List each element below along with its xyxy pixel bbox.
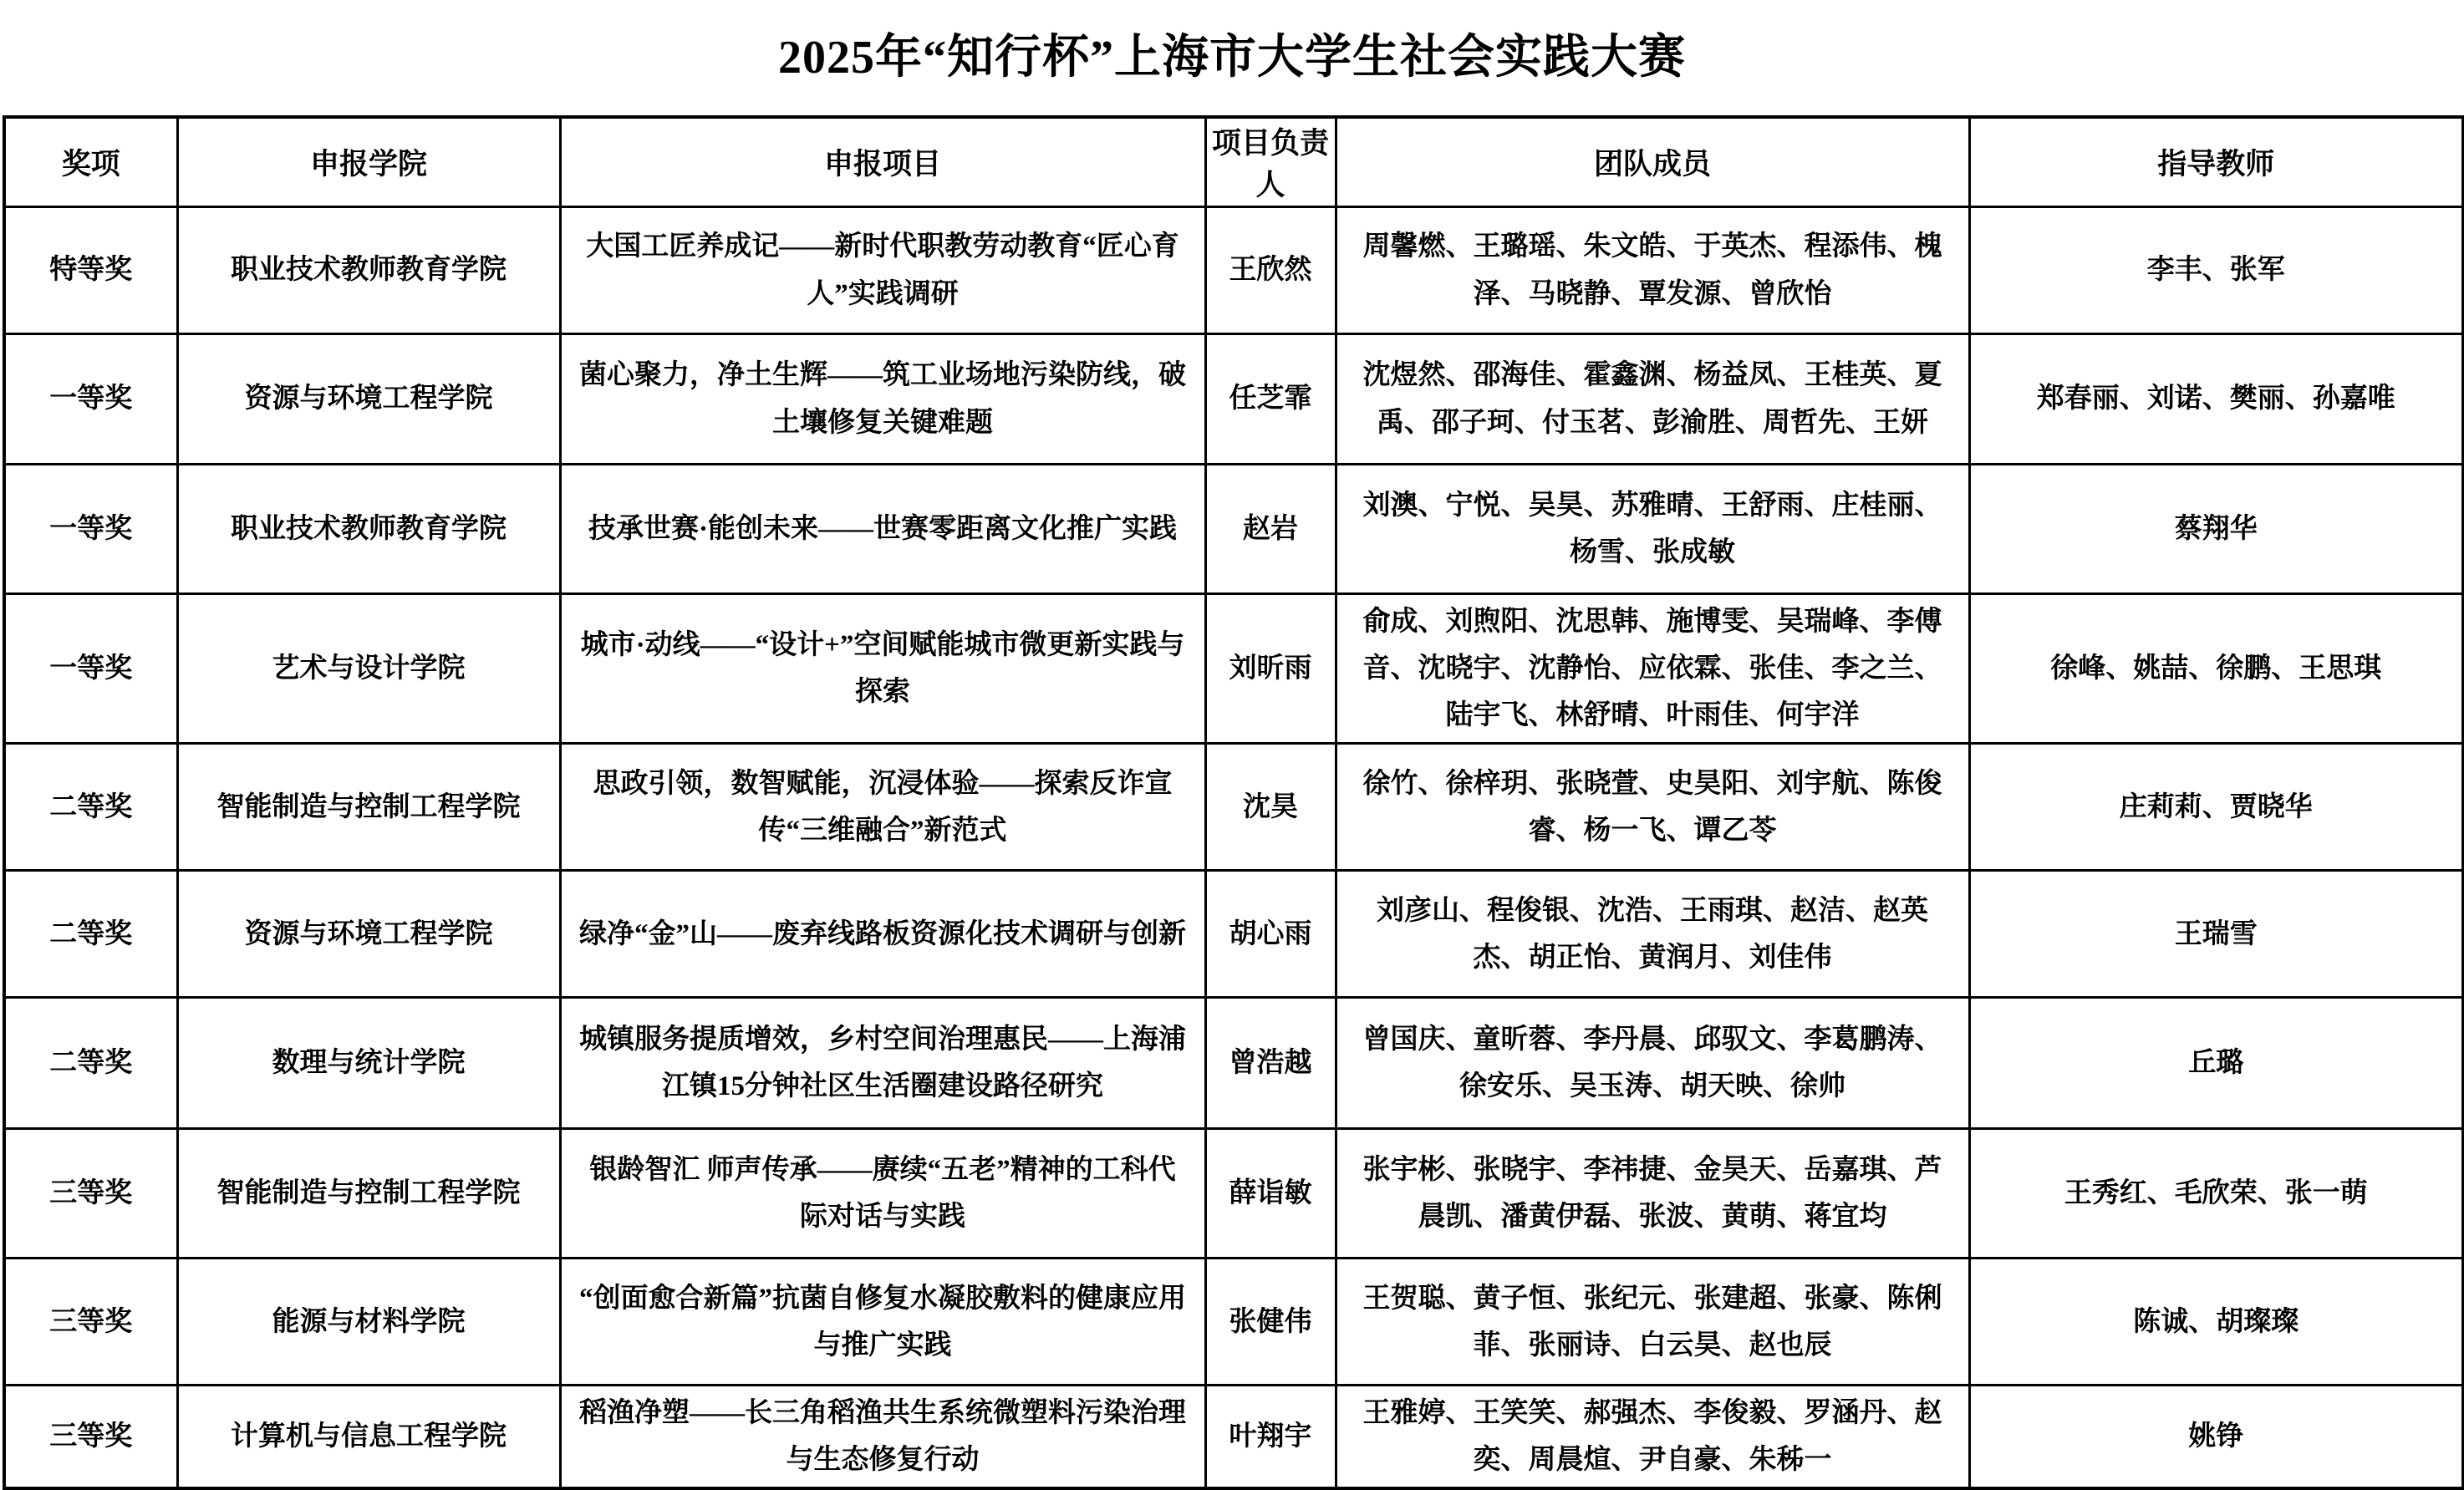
advisors-cell: 庄莉莉、贾晓华 [1969, 744, 2463, 871]
award-cell: 一等奖 [4, 334, 177, 465]
members-cell: 周馨燃、王璐瑶、朱文皓、于英杰、程添伟、槐泽、马晓静、覃发源、曾欣怡 [1336, 207, 1969, 334]
college-cell: 职业技术教师教育学院 [177, 207, 560, 334]
leader-cell: 张健伟 [1205, 1259, 1336, 1386]
college-cell: 计算机与信息工程学院 [177, 1386, 560, 1489]
college-cell: 智能制造与控制工程学院 [177, 1129, 560, 1259]
college-cell: 艺术与设计学院 [177, 594, 560, 744]
advisors-cell: 姚铮 [1969, 1386, 2463, 1489]
column-header-college: 申报学院 [177, 117, 560, 207]
table-row [4, 465, 2463, 594]
college-cell: 能源与材料学院 [177, 1259, 560, 1386]
column-header-advisors: 指导教师 [1969, 117, 2463, 207]
project-cell: 城市·动线——“设计+”空间赋能城市微更新实践与探索 [560, 594, 1205, 744]
table-row [4, 998, 2463, 1129]
members-cell: 沈煜然、邵海佳、霍鑫渊、杨益凤、王桂英、夏禹、邵子珂、付玉茗、彭渝胜、周哲先、王妍 [1336, 334, 1969, 465]
college-cell: 智能制造与控制工程学院 [177, 744, 560, 871]
college-cell: 数理与统计学院 [177, 998, 560, 1129]
project-cell: 绿净“金”山——废弃线路板资源化技术调研与创新 [560, 871, 1205, 998]
advisors-cell: 王秀红、毛欣荣、张一萌 [1969, 1129, 2463, 1259]
advisors-cell: 丘璐 [1969, 998, 2463, 1129]
leader-cell: 任芝霏 [1205, 334, 1336, 465]
project-cell: 稻渔净塑——长三角稻渔共生系统微塑料污染治理与生态修复行动 [560, 1386, 1205, 1489]
members-cell: 曾国庆、童昕蓉、李丹晨、邱驭文、李葛鹏涛、徐安乐、吴玉涛、胡天映、徐帅 [1336, 998, 1969, 1129]
column-header-leader: 项目负责人 [1205, 117, 1336, 207]
header-row [4, 117, 2463, 207]
leader-cell: 沈昊 [1205, 744, 1336, 871]
award-cell: 二等奖 [4, 998, 177, 1129]
table-row [4, 744, 2463, 871]
award-cell: 二等奖 [4, 871, 177, 998]
project-cell: 思政引领，数智赋能，沉浸体验——探索反诈宣传“三维融合”新范式 [560, 744, 1205, 871]
leader-cell: 刘昕雨 [1205, 594, 1336, 744]
project-cell: 银龄智汇 师声传承——赓续“五老”精神的工科代际对话与实践 [560, 1129, 1205, 1259]
table-row [4, 594, 2463, 744]
members-cell: 刘澳、宁悦、吴昊、苏雅晴、王舒雨、庄桂丽、杨雪、张成敏 [1336, 465, 1969, 594]
members-cell: 王贺聪、黄子恒、张纪元、张建超、张豪、陈俐菲、张丽诗、白云昊、赵也辰 [1336, 1259, 1969, 1386]
award-cell: 一等奖 [4, 465, 177, 594]
award-cell: 特等奖 [4, 207, 177, 334]
college-cell: 职业技术教师教育学院 [177, 465, 560, 594]
page-title: 2025年“知行杯”上海市大学生社会实践大赛 [778, 32, 1686, 84]
project-cell: 技承世赛·能创未来——世赛零距离文化推广实践 [560, 465, 1205, 594]
project-cell: 城镇服务提质增效，乡村空间治理惠民——上海浦江镇15分钟社区生活圈建设路径研究 [560, 998, 1205, 1129]
advisors-cell: 李丰、张军 [1969, 207, 2463, 334]
advisors-cell: 徐峰、姚喆、徐鹏、王思琪 [1969, 594, 2463, 744]
table-row [4, 871, 2463, 998]
advisors-cell: 郑春丽、刘诺、樊丽、孙嘉唯 [1969, 334, 2463, 465]
members-cell: 刘彦山、程俊银、沈浩、王雨琪、赵洁、赵英杰、胡正怡、黄润月、刘佳伟 [1336, 871, 1969, 998]
members-cell: 张宇彬、张晓宇、李祎捷、金昊天、岳嘉琪、芦晨凯、潘黄伊磊、张波、黄萌、蒋宜均 [1336, 1129, 1969, 1259]
award-cell: 二等奖 [4, 744, 177, 871]
leader-cell: 王欣然 [1205, 207, 1336, 334]
leader-cell: 赵岩 [1205, 465, 1336, 594]
leader-cell: 叶翔宇 [1205, 1386, 1336, 1489]
column-header-award: 奖项 [4, 117, 177, 207]
leader-cell: 胡心雨 [1205, 871, 1336, 998]
award-cell: 三等奖 [4, 1259, 177, 1386]
table-row [4, 1259, 2463, 1386]
table-row [4, 334, 2463, 465]
awards-table [3, 115, 2464, 1490]
members-cell: 王雅婷、王笑笑、郝强杰、李俊毅、罗涵丹、赵奕、周晨煊、尹自豪、朱秭一 [1336, 1386, 1969, 1489]
table-row [4, 1129, 2463, 1259]
members-cell: 徐竹、徐梓玥、张晓萱、史昊阳、刘宇航、陈俊睿、杨一飞、谭乙苓 [1336, 744, 1969, 871]
title-bar [0, 0, 2464, 115]
advisors-cell: 陈诚、胡璨璨 [1969, 1259, 2463, 1386]
leader-cell: 薛诣敏 [1205, 1129, 1336, 1259]
college-cell: 资源与环境工程学院 [177, 871, 560, 998]
members-cell: 俞成、刘煦阳、沈思韩、施博雯、吴瑞峰、李傅音、沈晓宇、沈静怡、应依霖、张佳、李之兰、陆宇飞、林舒晴、叶雨佳、何宇洋 [1336, 594, 1969, 744]
college-cell: 资源与环境工程学院 [177, 334, 560, 465]
award-cell: 一等奖 [4, 594, 177, 744]
award-cell: 三等奖 [4, 1386, 177, 1489]
column-header-project: 申报项目 [560, 117, 1205, 207]
advisors-cell: 蔡翔华 [1969, 465, 2463, 594]
column-header-members: 团队成员 [1336, 117, 1969, 207]
project-cell: 大国工匠养成记——新时代职教劳动教育“匠心育人”实践调研 [560, 207, 1205, 334]
table-row [4, 207, 2463, 334]
project-cell: “创面愈合新篇”抗菌自修复水凝胶敷料的健康应用与推广实践 [560, 1259, 1205, 1386]
project-cell: 菌心聚力，净土生辉——筑工业场地污染防线，破土壤修复关键难题 [560, 334, 1205, 465]
advisors-cell: 王瑞雪 [1969, 871, 2463, 998]
award-cell: 三等奖 [4, 1129, 177, 1259]
table-row [4, 1386, 2463, 1489]
leader-cell: 曾浩越 [1205, 998, 1336, 1129]
